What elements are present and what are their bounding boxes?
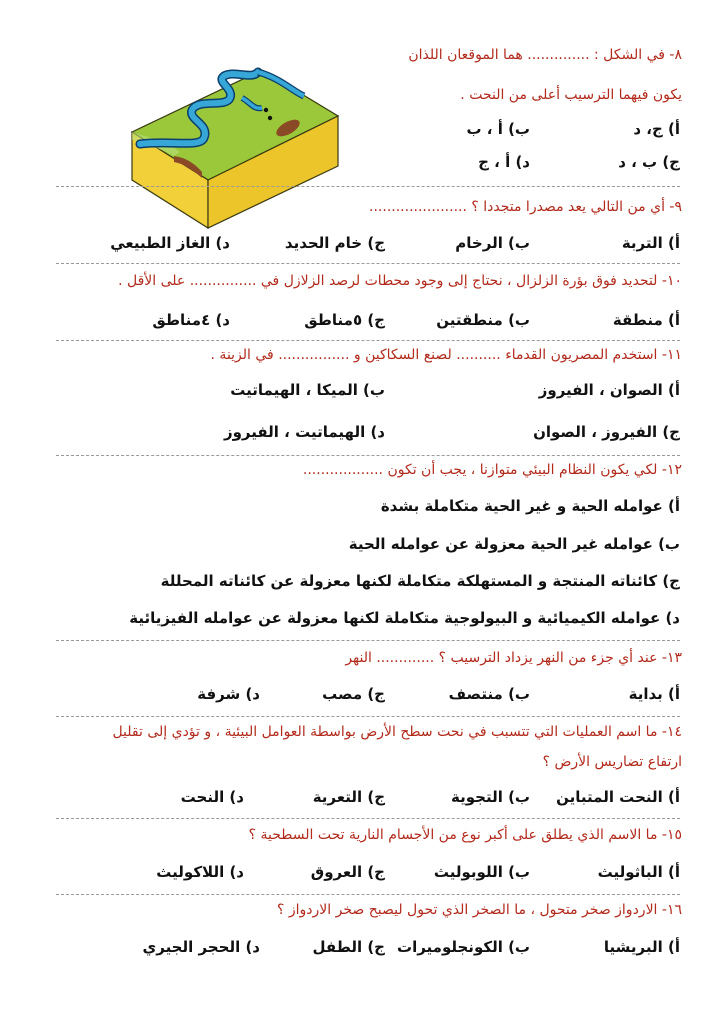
q11-option-b[interactable]: ب) الميكا ، الهيماتيت (230, 381, 385, 399)
q14-stem-line2: ارتفاع تضاريس الأرض ؟ (542, 754, 682, 770)
q9-option-c[interactable]: ج) خام الحديد (284, 234, 385, 252)
divider (56, 186, 680, 187)
q11-stem: ١١- استخدم المصريون القدماء .......... لصنع السكاكين و ................ في الزينة . (210, 347, 682, 363)
q12-option-c[interactable]: ج) كائناته المنتجة و المستهلكة متكاملة لكنها معزولة عن كائناته المحللة (160, 572, 680, 590)
q8-option-b[interactable]: ب) أ ، ب (466, 120, 530, 138)
q13-option-b[interactable]: ب) منتصف (448, 685, 530, 703)
divider (56, 716, 680, 717)
q13-stem: ١٣- عند أي جزء من النهر يزداد الترسيب ؟ ............. النهر (345, 650, 682, 666)
q10-option-b[interactable]: ب) منطقتين (436, 311, 530, 329)
q13-option-d[interactable]: د) شرفة (197, 685, 260, 703)
q10-option-c[interactable]: ج) ٥مناطق (304, 311, 385, 329)
q13-option-a[interactable]: أ) بداية (628, 685, 680, 703)
q13-option-c[interactable]: ج) مصب (322, 685, 385, 703)
q15-option-b[interactable]: ب) اللوبوليث (433, 863, 530, 881)
q12-option-b[interactable]: ب) عوامله غير الحية معزولة عن عوامله الحية (348, 535, 680, 553)
q8-stem-line1: ٨- في الشكل : .............. هما الموقعان اللذان (408, 47, 682, 63)
q9-option-a[interactable]: أ) التربة (621, 234, 680, 252)
q8-option-c[interactable]: ج) ب ، د (618, 153, 680, 171)
q9-stem: ٩- أي من التالي يعد مصدرا متجددا ؟ ...................... (369, 199, 682, 215)
q14-stem-line1: ١٤- ما اسم العمليات التي تتسبب في نحت سطح الأرض بواسطة العوامل البيئية ، و تؤدي إلى تقليل (112, 724, 682, 740)
q10-stem: ١٠- لتحديد فوق بؤرة الزلزال ، نحتاج إلى وجود محطات لرصد الزلازل في ............... على الأقل . (118, 273, 682, 289)
q16-stem: ١٦- الاردواز صخر متحول ، ما الصخر الذي تحول ليصبح صخر الاردواز ؟ (277, 902, 682, 918)
q8-option-a[interactable]: أ) ج، د (633, 120, 680, 138)
q9-option-b[interactable]: ب) الرخام (455, 234, 530, 252)
q15-option-a[interactable]: أ) الباثوليث (597, 863, 680, 881)
q8-stem-line2: يكون فيهما الترسيب أعلى من النحت . (460, 87, 682, 103)
q14-option-c[interactable]: ج) التعرية (312, 788, 385, 806)
q16-option-c[interactable]: ج) الطفل (312, 938, 385, 956)
q14-option-b[interactable]: ب) التجوية (451, 788, 530, 806)
q15-option-c[interactable]: ج) العروق (310, 863, 385, 881)
divider (56, 455, 680, 456)
q14-option-a[interactable]: أ) النحت المتباين (556, 788, 680, 806)
q15-stem: ١٥- ما الاسم الذي يطلق على أكبر نوع من الأجسام النارية تحت السطحية ؟ (248, 827, 682, 843)
divider (56, 640, 680, 641)
q12-stem: ١٢- لكي يكون النظام البيئي متوازنا ، يجب أن تكون .................. (302, 462, 682, 478)
q11-option-a[interactable]: أ) الصوان ، الفيروز (538, 381, 680, 399)
q8-option-d[interactable]: د) أ ، ج (478, 153, 530, 171)
q12-option-a[interactable]: أ) عوامله الحية و غير الحية متكاملة بشدة (380, 497, 680, 515)
q9-option-d[interactable]: د) الغاز الطبيعي (110, 234, 230, 252)
q10-option-d[interactable]: د) ٤مناطق (152, 311, 230, 329)
q15-option-d[interactable]: د) اللاكوليث (156, 863, 244, 881)
q11-option-c[interactable]: ج) الفيروز ، الصوان (533, 423, 680, 441)
divider (56, 263, 680, 264)
q16-option-d[interactable]: د) الحجر الجيري (142, 938, 260, 956)
divider (56, 818, 680, 819)
q14-option-d[interactable]: د) النحت (180, 788, 244, 806)
q12-option-d[interactable]: د) عوامله الكيميائية و البيولوجية متكاملة لكنها معزولة عن عوامله الفيزيائية (129, 609, 680, 627)
q16-option-a[interactable]: أ) البريشيا (603, 938, 680, 956)
q10-option-a[interactable]: أ) منطقة (612, 311, 680, 329)
q11-option-d[interactable]: د) الهيماتيت ، الفيروز (223, 423, 385, 441)
q16-option-b[interactable]: ب) الكونجلوميرات (397, 938, 530, 956)
divider (56, 340, 680, 341)
divider (56, 894, 680, 895)
